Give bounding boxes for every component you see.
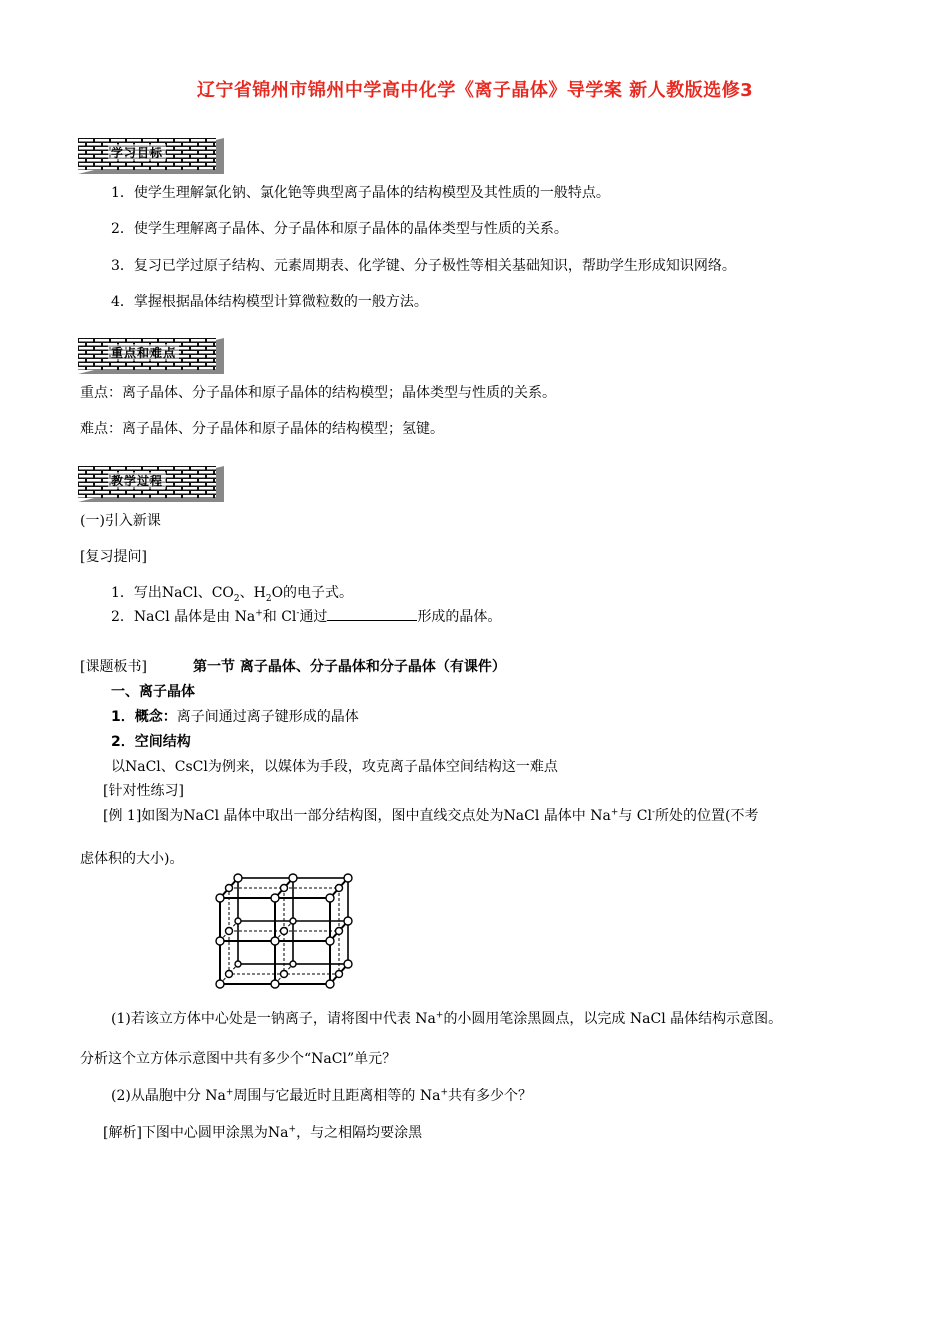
text-segment: [例 1]如图为NaCl 晶体中取出一部分结构图，图中直线交点处为NaCl 晶体中 Na: [103, 808, 611, 824]
text-segment: 与 Cl: [618, 808, 652, 824]
concept-line: [111, 708, 359, 726]
section-banner-goals: [78, 138, 224, 174]
text-segment: 1．写出NaCl、CO: [111, 585, 234, 601]
banner-label: 教学过程: [108, 472, 166, 489]
difficult-point: 难点：离子晶体、分子晶体和原子晶体的结构模型；氢键。: [80, 421, 444, 437]
superscript: +: [440, 1087, 449, 1098]
superscript: -: [652, 807, 656, 818]
concept-text: 离子间通过离子键形成的晶体: [176, 709, 359, 725]
key-point: 重点：离子晶体、分子晶体和原子晶体的结构模型；晶体类型与性质的关系。: [80, 385, 556, 401]
subscript: 2: [233, 593, 240, 604]
review-question-2: [111, 608, 501, 626]
text-segment: 通过: [299, 609, 328, 625]
analysis-line: [103, 1124, 422, 1142]
concept-label: 1．概念：: [111, 709, 177, 725]
structure-text: 以NaCl、CsCl为例来，以媒体为手段，攻克离子晶体空间结构这一难点: [111, 759, 558, 775]
superscript: +: [255, 608, 263, 619]
goal-item-3: 3．复习已学过原子结构、元素周期表、化学键、分子极性等相关基础知识，帮助学生形成知识网络。: [111, 258, 736, 274]
goal-item-1: 1．使学生理解氯化钠、氯化铯等典型离子晶体的结构模型及其性质的一般特点。: [111, 185, 610, 201]
structure-heading: 2．空间结构: [111, 734, 191, 750]
question-1-line-1: [111, 1010, 782, 1028]
text-segment: (1)若该立方体中心处是一钠离子，请将图中代表 Na: [111, 1011, 436, 1027]
practice-label: [针对性练习]: [103, 783, 184, 799]
text-segment: [解析]下图中心圆甲涂黑为Na: [103, 1125, 289, 1141]
text-segment: O的电子式。: [271, 585, 354, 601]
text-segment: 形成的晶体。: [417, 609, 502, 625]
question-2: [111, 1087, 532, 1105]
superscript: +: [435, 1010, 444, 1021]
section-banner-key-points: [78, 338, 224, 374]
text-segment: 、H: [239, 585, 266, 601]
question-1-line-2: 分析这个立方体示意图中共有多少个“NaCl”单元？: [80, 1051, 397, 1067]
review-question-1: [111, 584, 353, 602]
goal-item-4: 4．掌握根据晶体结构模型计算微粒数的一般方法。: [111, 294, 428, 310]
section-banner-process: [78, 466, 224, 502]
text-segment: 的小圆用笔涂黑圆点，以完成 NaCl 晶体结构示意图。: [443, 1011, 783, 1027]
example-1-line-2: 虑体积的大小)。: [80, 851, 184, 867]
superscript: +: [610, 807, 619, 818]
example-1-line-1: [103, 807, 759, 825]
superscript: +: [288, 1124, 297, 1135]
page-title: 辽宁省锦州市锦州中学高中化学《离子晶体》导学案 新人教版选修3: [196, 80, 754, 101]
text-segment: ，与之相隔均要涂黑: [296, 1125, 423, 1141]
text-segment: 所处的位置(不考: [655, 808, 759, 824]
intro-line: (一)引入新课: [80, 513, 161, 529]
superscript: -: [296, 608, 300, 619]
text-segment: 周围与它最近时且距离相等的 Na: [233, 1088, 441, 1104]
review-label: [复习提问]: [80, 549, 147, 565]
text-segment: 2．NaCl 晶体是由 Na: [111, 609, 256, 625]
heading-ionic-crystal: 一、离子晶体: [111, 684, 195, 700]
board-title: 第一节 离子晶体、分子晶体和分子晶体（有课件）: [193, 659, 506, 675]
banner-label: 学习目标: [108, 144, 166, 161]
fill-in-blank[interactable]: [327, 608, 417, 621]
goal-item-2: 2．使学生理解离子晶体、分子晶体和原子晶体的晶体类型与性质的关系。: [111, 221, 568, 237]
subscript: 2: [265, 593, 272, 604]
text-segment: 共有多少个？: [448, 1088, 533, 1104]
text-segment: (2)从晶胞中分 Na: [111, 1088, 226, 1104]
banner-label: 重点和难点: [108, 344, 179, 361]
board-label: [课题板书]: [80, 659, 147, 675]
nacl-lattice-diagram: [212, 872, 357, 992]
text-segment: 和 Cl: [262, 609, 297, 625]
superscript: +: [225, 1087, 234, 1098]
